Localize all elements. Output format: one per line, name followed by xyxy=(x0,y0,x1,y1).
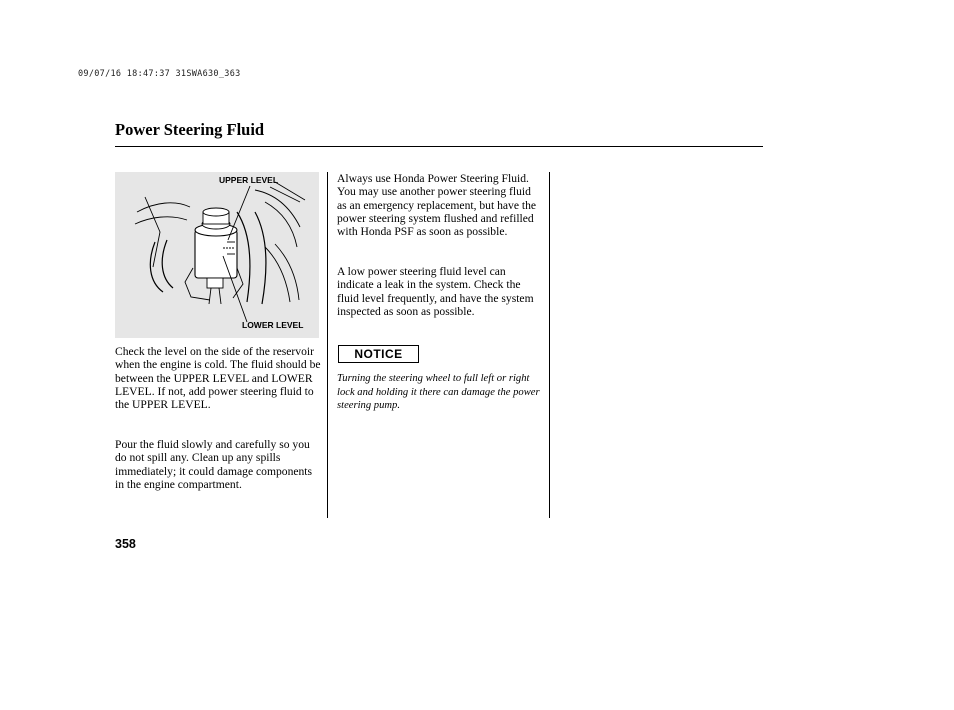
notice-badge: NOTICE xyxy=(338,345,419,363)
page-title: Power Steering Fluid xyxy=(115,120,265,139)
page-number: 358 xyxy=(115,537,136,551)
left-paragraph-1: Check the level on the side of the reservoir when the engine is cold. The fluid should be between the UPPER LEVEL and LOWER LEVEL. If not, add power steering fluid to the UPPER LEVEL. xyxy=(115,345,321,412)
column-divider-1 xyxy=(327,172,328,518)
middle-paragraph-2: A low power steering fluid level can indicate a leak in the system. Check the fluid level frequently, and have the system inspected as soon as possible. xyxy=(337,265,534,318)
reservoir-illustration xyxy=(115,172,319,338)
notice-text: Turning the steering wheel to full left or right lock and holding it there can damage the power steering pump. xyxy=(337,373,540,411)
title-rule xyxy=(115,146,763,147)
lower-level-label: LOWER LEVEL xyxy=(242,320,304,330)
reservoir-drawing xyxy=(115,172,319,338)
column-divider-2 xyxy=(549,172,550,518)
middle-paragraph-1: Always use Honda Power Steering Fluid. You may use another power steering fluid as an emergency replacement, but have the power steering system flushed and refilled with Honda PSF as soon as possible. xyxy=(337,172,537,239)
upper-level-label: UPPER LEVEL xyxy=(219,175,279,185)
left-paragraph-2: Pour the fluid slowly and carefully so you do not spill any. Clean up any spills immediately; it could damage components in the engine compartment. xyxy=(115,438,313,491)
print-stamp: 09/07/16 18:47:37 31SWA630_363 xyxy=(78,69,241,79)
